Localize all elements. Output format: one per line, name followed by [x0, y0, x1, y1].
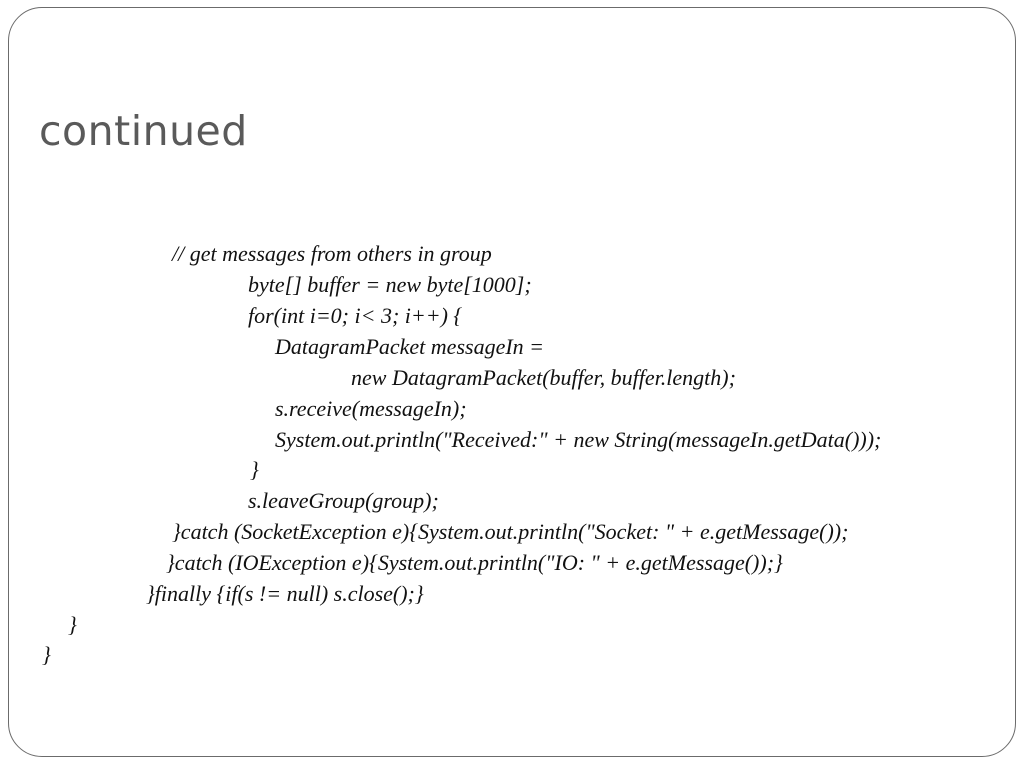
code-line: s.leaveGroup(group); [248, 488, 439, 513]
code-line: byte[] buffer = new byte[1000]; [248, 272, 532, 297]
code-line: } [68, 612, 77, 637]
code-line: // get messages from others in group [172, 241, 492, 266]
code-line: System.out.println("Received:" + new String(messageIn.getData())); [275, 427, 882, 452]
code-line: } [42, 642, 51, 667]
code-line: for(int i=0; i< 3; i++) { [248, 303, 463, 328]
code-line: }catch (SocketException e){System.out.println("Socket: " + e.getMessage()); [172, 519, 849, 544]
code-line: } [250, 457, 259, 482]
code-line: }finally {if(s != null) s.close();} [146, 581, 424, 606]
code-line: }catch (IOException e){System.out.println("IO: " + e.getMessage());} [166, 550, 783, 575]
code-line: new DatagramPacket(buffer, buffer.length); [351, 365, 736, 390]
code-line: s.receive(messageIn); [275, 396, 467, 421]
slide-title: continued [39, 107, 248, 155]
code-line: DatagramPacket messageIn = [275, 334, 545, 359]
